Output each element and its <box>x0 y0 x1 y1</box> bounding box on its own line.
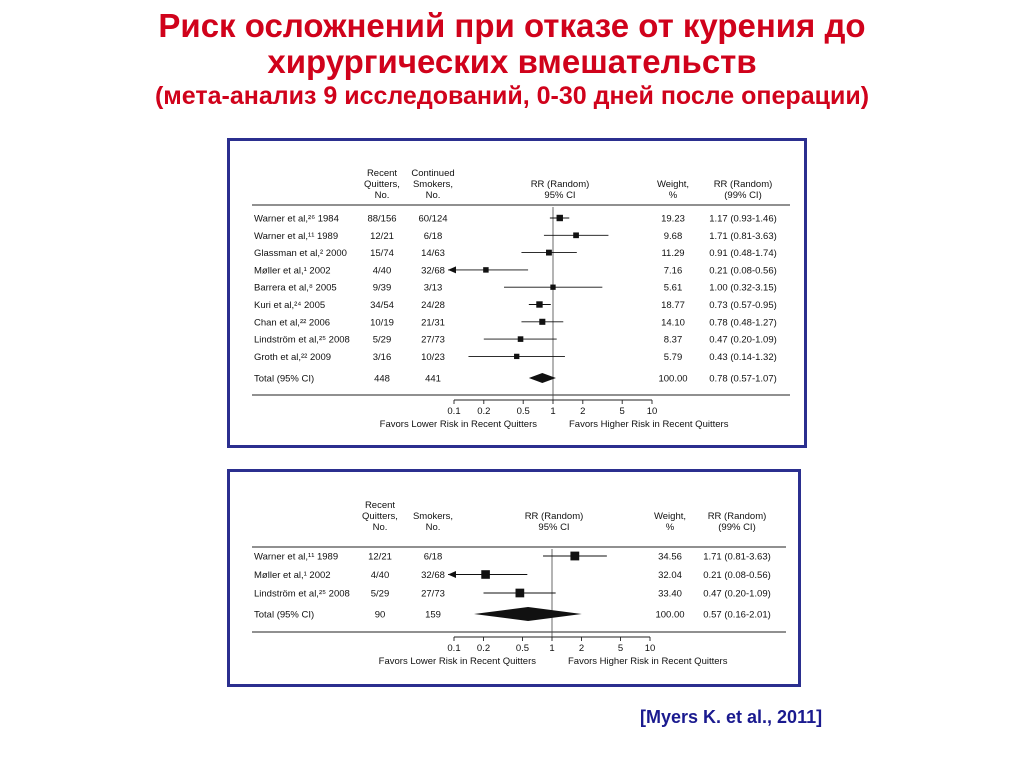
study-point-estimate <box>518 336 524 342</box>
x-axis-tick-label: 1 <box>550 406 556 417</box>
study-weight: 32.04 <box>658 570 682 581</box>
study-label: Lindström et al,²⁵ 2008 <box>254 334 350 346</box>
header-rr-99ci-line: RR (Random) <box>713 179 773 190</box>
header-weight-line: % <box>668 190 678 201</box>
title-line-2: хирургических вмешательств <box>267 43 757 80</box>
study-point-estimate <box>550 285 555 290</box>
study-smokers-count: 27/73 <box>421 334 445 346</box>
header-weight-line: Weight, <box>653 511 687 522</box>
header-rr-random-line: RR (Random) <box>530 179 590 190</box>
study-label: Warner et al,¹¹ 1989 <box>254 230 339 242</box>
header-weight-line: Weight, <box>656 179 690 190</box>
study-point-estimate <box>483 267 488 272</box>
forest-plot-panel-subset <box>227 469 801 687</box>
study-quitters-count: 3/16 <box>372 351 392 363</box>
total-diamond <box>529 373 556 383</box>
header-weight-line: % <box>665 522 675 533</box>
study-point-estimate <box>573 232 579 238</box>
header-rr-random-line: 95% CI <box>538 522 570 533</box>
study-ci-arrow <box>448 266 456 273</box>
header-rr-99ci-line: (99% CI) <box>724 190 762 201</box>
slide-title <box>0 8 1024 112</box>
study-smokers-count: 14/63 <box>421 248 445 260</box>
study-rr-ci-text: 1.17 (0.93-1.46) <box>709 213 777 225</box>
favors-left-label: Favors Lower Risk in Recent Quitters <box>378 656 536 667</box>
header-continued-smokers-line: Continued <box>411 168 455 179</box>
study-rr-ci-text: 0.91 (0.48-1.74) <box>709 248 777 260</box>
total-label: Total (95% CI) <box>254 373 315 385</box>
study-weight: 34.56 <box>658 551 682 563</box>
study-point-estimate <box>514 354 519 359</box>
study-weight: 8.37 <box>663 334 683 346</box>
x-axis-tick-label: 0.2 <box>477 406 491 417</box>
study-ci-arrow <box>448 571 456 578</box>
title-subtitle: (мета-анализ 9 исследований, 0-30 дней после операции) <box>154 82 870 110</box>
total-smokers-count: 441 <box>425 373 441 385</box>
header-continued-smokers-line: No. <box>425 190 441 201</box>
title-line-1: Риск осложнений при отказе от курения до <box>158 7 866 44</box>
study-quitters-count: 4/40 <box>372 265 392 277</box>
study-label: Møller et al,¹ 2002 <box>254 265 331 277</box>
study-point-estimate <box>546 250 552 256</box>
study-smokers-count: 3/13 <box>423 282 443 294</box>
x-axis-tick-label: 5 <box>617 643 624 654</box>
x-axis-tick-label: 2 <box>578 643 585 654</box>
header-rr-random-line: RR (Random) <box>524 511 584 522</box>
citation: [Myers K. et al., 2011] <box>640 707 823 727</box>
x-axis-tick-label: 5 <box>619 406 625 417</box>
x-axis-tick-label: 10 <box>646 406 658 417</box>
study-weight: 5.79 <box>663 351 683 363</box>
study-quitters-count: 5/29 <box>372 334 392 346</box>
study-smokers-count: 6/18 <box>423 230 443 242</box>
study-smokers-count: 32/68 <box>421 265 445 277</box>
study-rr-ci-text: 0.21 (0.08-0.56) <box>703 570 771 581</box>
study-point-estimate <box>481 570 490 579</box>
study-point-estimate <box>539 319 545 325</box>
favors-left-label: Favors Lower Risk in Recent Quitters <box>379 419 537 430</box>
study-label: Warner et al,¹¹ 1989 <box>254 551 339 563</box>
header-recent-quitters-line: Recent <box>364 500 396 511</box>
study-label: Groth et al,²² 2009 <box>254 351 332 363</box>
header-recent-quitters-line: Recent <box>366 168 398 179</box>
study-point-estimate <box>516 589 525 598</box>
study-smokers-count: 27/73 <box>421 588 445 600</box>
study-weight: 7.16 <box>663 265 683 277</box>
study-quitters-count: 15/74 <box>370 248 394 260</box>
favors-right-label: Favors Higher Risk in Recent Quitters <box>569 419 729 430</box>
study-label: Chan et al,²² 2006 <box>254 317 331 329</box>
study-rr-ci-text: 0.78 (0.48-1.27) <box>709 317 777 329</box>
total-smokers-count: 159 <box>425 609 441 621</box>
study-label: Møller et al,¹ 2002 <box>254 570 331 581</box>
study-weight: 11.29 <box>661 248 685 260</box>
header-recent-quitters-line: No. <box>374 190 390 201</box>
study-quitters-count: 10/19 <box>370 317 394 329</box>
forest-plot-all-studies <box>230 141 804 445</box>
study-quitters-count: 88/156 <box>367 213 397 225</box>
study-rr-ci-text: 0.73 (0.57-0.95) <box>709 300 777 311</box>
header-rr-random-line: 95% CI <box>544 190 576 201</box>
study-weight: 9.68 <box>663 230 683 242</box>
study-smokers-count: 6/18 <box>423 551 443 563</box>
total-label: Total (95% CI) <box>254 609 315 621</box>
forest-plot-panel-all-studies <box>227 138 807 448</box>
study-quitters-count: 12/21 <box>370 230 394 242</box>
study-quitters-count: 34/54 <box>370 300 394 311</box>
study-quitters-count: 4/40 <box>370 570 390 581</box>
study-label: Glassman et al,² 2000 <box>254 248 347 260</box>
x-axis-tick-label: 0.1 <box>447 406 461 417</box>
total-quitters-count: 448 <box>374 373 390 385</box>
study-point-estimate <box>557 215 563 221</box>
header-continued-smokers-line: Smokers, <box>412 511 454 522</box>
x-axis-tick-label: 1 <box>549 643 555 654</box>
header-continued-smokers-line: Smokers, <box>412 179 454 190</box>
study-rr-ci-text: 0.47 (0.20-1.09) <box>709 334 777 346</box>
study-smokers-count: 10/23 <box>421 351 445 363</box>
x-axis-tick-label: 0.5 <box>516 406 530 417</box>
study-label: Kuri et al,²⁴ 2005 <box>254 300 326 311</box>
header-rr-99ci-line: (99% CI) <box>718 522 756 533</box>
study-smokers-count: 32/68 <box>421 570 445 581</box>
total-weight: 100.00 <box>655 609 685 621</box>
total-rr-ci-text: 0.78 (0.57-1.07) <box>709 373 777 385</box>
favors-right-label: Favors Higher Risk in Recent Quitters <box>568 656 728 667</box>
study-label: Barrera et al,⁸ 2005 <box>254 282 337 294</box>
study-rr-ci-text: 1.71 (0.81-3.63) <box>703 551 771 563</box>
header-recent-quitters-line: Quitters, <box>364 179 400 190</box>
study-point-estimate <box>536 301 542 307</box>
x-axis-tick-label: 2 <box>580 406 586 417</box>
total-rr-ci-text: 0.57 (0.16-2.01) <box>703 609 771 621</box>
header-recent-quitters-line: No. <box>372 522 388 533</box>
x-axis-tick-label: 10 <box>644 643 656 654</box>
study-quitters-count: 5/29 <box>370 588 390 600</box>
x-axis-tick-label: 0.1 <box>447 643 461 654</box>
study-quitters-count: 9/39 <box>372 282 392 294</box>
header-recent-quitters-line: Quitters, <box>362 511 398 522</box>
study-weight: 14.10 <box>661 317 685 329</box>
study-smokers-count: 21/31 <box>421 317 445 329</box>
forest-plot-subset <box>230 472 798 684</box>
study-label: Warner et al,²⁶ 1984 <box>254 213 339 225</box>
header-continued-smokers-line: No. <box>425 522 441 533</box>
study-rr-ci-text: 0.21 (0.08-0.56) <box>709 265 777 277</box>
study-smokers-count: 60/124 <box>418 213 448 225</box>
total-weight: 100.00 <box>658 373 688 385</box>
study-weight: 19.23 <box>661 213 685 225</box>
total-diamond <box>474 607 582 621</box>
study-quitters-count: 12/21 <box>368 551 392 563</box>
study-weight: 18.77 <box>661 300 685 311</box>
x-axis-tick-label: 0.2 <box>476 643 491 654</box>
study-weight: 5.61 <box>663 282 683 294</box>
study-weight: 33.40 <box>658 588 682 600</box>
header-rr-99ci-line: RR (Random) <box>707 511 767 522</box>
total-quitters-count: 90 <box>374 609 386 621</box>
x-axis-tick-label: 0.5 <box>515 643 530 654</box>
study-rr-ci-text: 0.43 (0.14-1.32) <box>709 351 777 363</box>
study-rr-ci-text: 1.00 (0.32-3.15) <box>709 282 777 294</box>
study-rr-ci-text: 0.47 (0.20-1.09) <box>703 588 771 600</box>
study-point-estimate <box>570 552 579 561</box>
study-smokers-count: 24/28 <box>421 300 445 311</box>
study-rr-ci-text: 1.71 (0.81-3.63) <box>709 230 777 242</box>
study-label: Lindström et al,²⁵ 2008 <box>254 588 350 600</box>
